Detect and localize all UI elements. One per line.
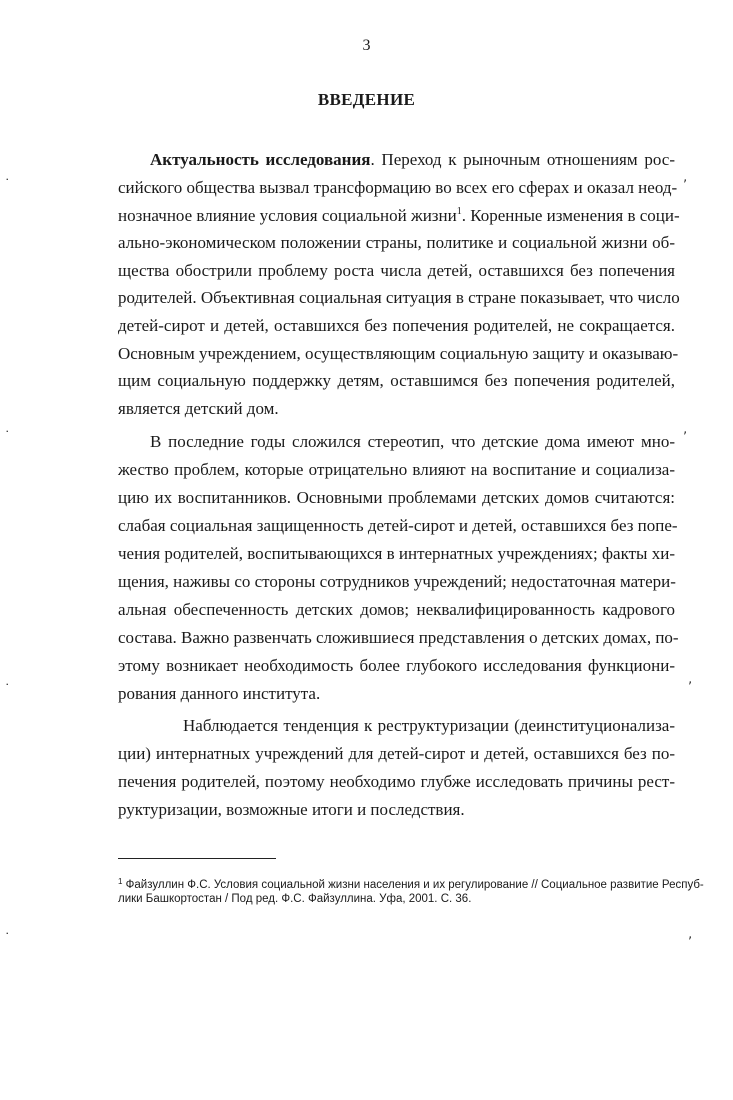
paragraph-line: детей-сирот и детей, оставшихся без попечения родителей, не сокращается.	[118, 316, 675, 335]
paragraph-line: руктуризации, возможные итоги и последствия.	[118, 800, 465, 819]
footnote-line: $^1$ Файзуллин Ф.С. Условия социальной жизни населения и их регулирование // Социальное развитие Респуб-	[118, 877, 704, 891]
paragraph-line: Наблюдается тенденция к реструктуризации (деинституционализа-	[183, 716, 675, 735]
footnote-line: лики Башкортостан / Под ред. Ф.С. Файзуллина. Уфа, 2001. С. 36.	[118, 893, 472, 905]
paragraph-line: печения родителей, поэтому необходимо глубже исследовать причины рест-	[118, 772, 675, 791]
paragraph-line: Основным учреждением, осуществляющим социальную защиту и оказываю-	[118, 344, 679, 363]
scan-mark: ˙	[4, 932, 11, 947]
scan-mark: ʼ	[683, 178, 688, 193]
paragraph-line: состава. Важно развенчать сложившиеся представления о детских домах, по-	[118, 628, 679, 647]
paragraph-line: нозначное влияние условия социальной жизни$^1$. Коренные изменения в соци-	[118, 206, 680, 225]
paragraph-line: ции) интернатных учреждений для детей-сирот и детей, оставшихся без по-	[118, 744, 675, 763]
footnote-reference[interactable]: 1	[456, 206, 462, 217]
paragraph-line: этому возникает необходимость более глубокого исследования функциони-	[118, 656, 675, 675]
footnote-marker: 1	[118, 877, 123, 886]
paragraph-line: родителей. Объективная социальная ситуация в стране показывает, что число	[118, 288, 680, 307]
paragraph-line: сийского общества вызвал трансформацию во всех его сферах и оказал неод-	[118, 178, 678, 197]
scan-mark: ˙	[4, 178, 11, 193]
paragraph-line: слабая социальная защищенность детей-сирот и детей, оставшихся без попе-	[118, 516, 678, 535]
page-title: ВВЕДЕНИЕ	[317, 90, 416, 109]
paragraph-line: рования данного института.	[118, 684, 321, 703]
paragraph-line: Актуальность исследования. Переход к рыночным отношениям рос-	[150, 150, 675, 169]
paragraph-line: чения родителей, воспитывающихся в интернатных учреждениях; факты хи-	[118, 544, 675, 563]
page-number: 3	[362, 37, 371, 54]
scan-mark: ʼ	[688, 935, 693, 950]
paragraph-line: щества обострили проблему роста числа детей, оставшихся без попечения	[118, 261, 675, 280]
paragraph-line: цию их воспитанников. Основными проблемами детских домов считаются:	[118, 488, 675, 507]
scan-mark: ˙	[4, 683, 11, 698]
paragraph-line: жество проблем, которые отрицательно влияют на воспитание и социализа-	[118, 460, 675, 479]
scan-mark: ʼ	[683, 430, 688, 445]
paragraph-line: В последние годы сложился стереотип, что детские дома имеют мно-	[150, 432, 675, 451]
scan-mark: ʼ	[688, 680, 693, 695]
scan-mark: ˙	[4, 430, 11, 445]
paragraph-line: альная обеспеченность детских домов; неквалифицированность кадрового	[118, 600, 675, 619]
paragraph-line: ально-экономическом положении страны, политике и социальной жизни об-	[118, 233, 675, 252]
paragraph-line: щения, наживы со стороны сотрудников учреждений; недостаточная матери-	[118, 572, 676, 591]
paragraph-line: щим социальную поддержку детям, оставшимся без попечения родителей,	[118, 371, 675, 390]
footnote-separator	[118, 858, 276, 859]
section-lead: Актуальность исследования	[150, 150, 371, 169]
paragraph-line: является детский дом.	[118, 399, 279, 418]
